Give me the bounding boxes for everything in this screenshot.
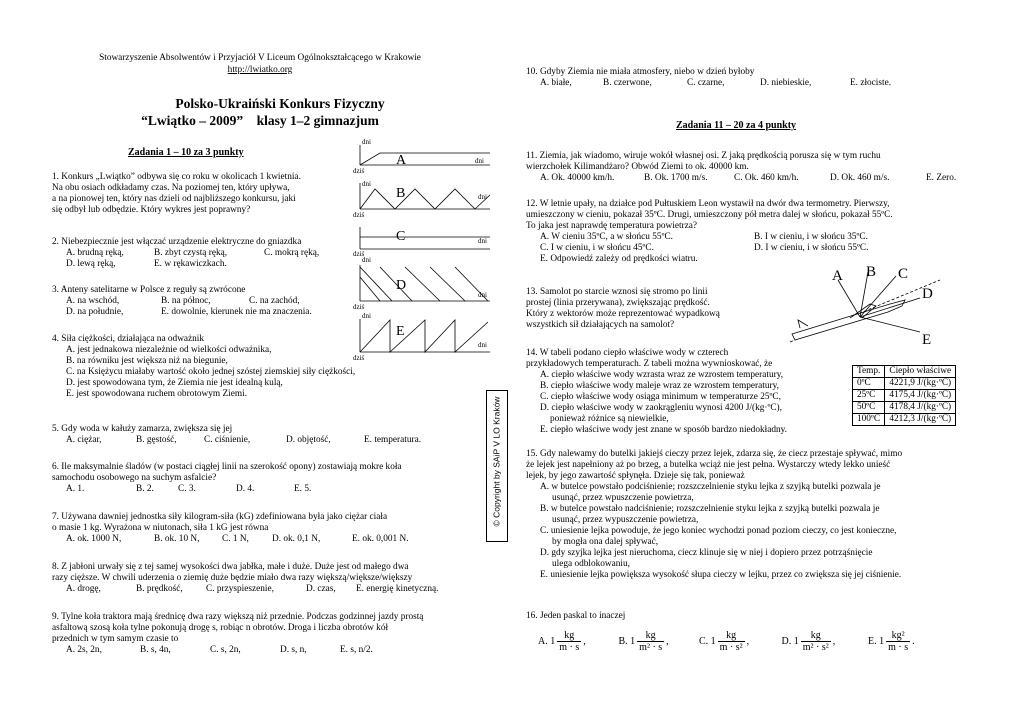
answer-a[interactable]: A. ok. 1000 N, [66, 534, 122, 544]
question-text: a na pionowej ten, który nas dzieli od najbliższego konkursu, jaki [52, 194, 296, 204]
graph-a-label: A [396, 153, 407, 168]
option-label: C. 1 [699, 635, 716, 647]
answer-c[interactable]: C. przyspieszenie, [206, 584, 274, 594]
fraction-numerator: kg [637, 630, 664, 642]
website-link[interactable]: http://lwiatko.org [227, 65, 293, 75]
answer-d[interactable]: D. jest spowodowana tym, że Ziemia nie jest idealną kulą, [66, 378, 283, 388]
answer-e[interactable]: E. Zero. [926, 173, 957, 183]
vector-a [838, 280, 860, 317]
table-cell: 4212,3 J/(kg·ºC) [885, 414, 956, 426]
contest-subtitle: “Lwiątko – 2009” klasy 1–2 gimnazjum [141, 113, 379, 128]
table-cell: 0ºC [853, 378, 885, 390]
answer-a[interactable]: A. W cieniu 35ºC, a w słońcu 55ºC. [540, 232, 673, 242]
vector-b-label: B [866, 264, 877, 280]
question-text: To jaka jest naprawdę temperatura powietrza? [526, 221, 697, 231]
question-text: przednich w tym samym czasie to [52, 634, 179, 644]
answer-e[interactable]: E. 5. [294, 484, 312, 494]
question-text: razy cięższe. W chwili uderzenia o ziemię duże będzie miało dwa razy większą/większe/większy [52, 573, 413, 583]
graph-x-label: dni [478, 291, 487, 299]
answer-d-cont: ulega odblokowaniu, [552, 559, 630, 569]
vector-c-label: C [898, 266, 909, 282]
question-1 [52, 172, 301, 216]
graph-today-label: dziś [353, 303, 365, 311]
answer-c[interactable]: C. na zachód, [249, 296, 300, 306]
vector-d [860, 298, 920, 317]
option-label: B. 1 [618, 635, 636, 647]
answer-b[interactable]: B. s, 4n, [140, 645, 171, 655]
table-header-row [853, 366, 956, 378]
answer-a[interactable]: A. brudną ręką, [66, 248, 124, 258]
answer-b[interactable]: B. ciepło właściwe wody maleje wraz ze wzrostem temperatury, [540, 381, 779, 391]
graph-x-label: dni [478, 193, 487, 201]
question-13 [526, 287, 720, 331]
question-text: 15. Gdy nalewamy do butelki jakiejś cieczy przez lejek, zdarza się, że ciecz przestaje spływać, mimo [526, 449, 903, 459]
table-cell: 100ºC [853, 414, 885, 426]
question-10 [526, 67, 891, 89]
answer-d[interactable]: D. I w cieniu, i w słońcu 55ºC. [754, 243, 869, 253]
question-text: 14. W tabeli podano ciepło właściwe wody w czterech [526, 348, 729, 358]
table-cell: 4221,9 J/(kg·ºC) [885, 378, 956, 390]
question-8 [52, 562, 438, 595]
fraction-denominator: m · s [888, 642, 909, 653]
answer-d[interactable]: D. s, n, [280, 645, 307, 655]
airplane-tail [798, 320, 808, 328]
table-cell: 4175,4 J/(kg·ºC) [885, 390, 956, 402]
answer-d[interactable]: D. niebieskie, [760, 78, 812, 88]
option-label: E. 1 [868, 635, 885, 647]
answer-a[interactable]: A. 1 $\frac{kg}{m \cdot s}$ , [538, 630, 586, 653]
question-text: wierzchołek Kilimandżaro? Obwód Ziemi to ok. 40000 km. [526, 162, 749, 172]
answer-d[interactable]: D. objętość, [286, 435, 331, 445]
graph-y-label: dni [362, 138, 371, 146]
answer-c[interactable]: C. I w cieniu, i w słońcu 45ºC. [540, 243, 654, 253]
question-text: 6. Ile maksymalnie śladów (w postaci ciągłej linii na szerokość opony) zostawiają mokre koła [52, 462, 402, 472]
answer-b[interactable]: B. zbyt czystą ręką, [154, 248, 228, 258]
org-name: Stowarzyszenie Absolwentów i Przyjaciół V Liceum Ogólnokształcącego w Krakowie [99, 53, 421, 63]
graph-x-label: dni [478, 341, 487, 349]
copyright-text: © Copyright by SAiP V LO Kraków [491, 396, 502, 527]
graph-y-label: dni [362, 312, 371, 320]
answer-a[interactable]: A. białe, [540, 78, 572, 88]
graph-c-label: C [396, 229, 406, 244]
question-text: 7. Używana dawniej jednostka siły kilogram-siła (kG) zdefiniowana była jako ciężar ciała [52, 512, 388, 522]
answer-c[interactable]: C. Ok. 460 km/h. [734, 173, 799, 183]
vector-e-label: E [922, 332, 932, 347]
copyright-box [486, 390, 508, 542]
answer-d[interactable]: D. 4. [236, 484, 255, 494]
answer-b[interactable]: B. 1 $\frac{kg}{\text{m² · s}}$ , [618, 630, 669, 653]
answer-e[interactable]: E. energię kinetyczną. [356, 584, 439, 594]
answer-d[interactable]: D. ok. 0,1 N, [272, 534, 321, 544]
fraction-denominator: m² · s [639, 642, 663, 653]
graph-today-label: dziś [353, 211, 365, 219]
answer-c[interactable]: C. s, 2n, [210, 645, 241, 655]
table-cell: 50ºC [853, 402, 885, 414]
answer-b[interactable]: B. na równiku jest większa niż na biegunie, [66, 356, 228, 366]
question-text: 4. Siła ciężkości, działająca na odważnik [52, 334, 205, 344]
section-heading-1: Zadania 1 – 10 za 3 punkty [128, 147, 244, 158]
answer-a[interactable]: A. jest jednakowa niezależnie od wielkości odważnika, [66, 345, 272, 355]
fraction-denominator: m · s [559, 642, 580, 653]
graph-b-label: B [396, 186, 406, 201]
answer-b[interactable]: B. gęstość, [136, 435, 177, 445]
table-row [853, 390, 956, 402]
question-text: 9. Tylne koła traktora mają średnicę dwa razy większą niż przednie. Podczas godzinnej jazdy prostą [52, 612, 424, 622]
table-cell: 25ºC [853, 390, 885, 402]
airplane-body [792, 300, 905, 340]
question-5 [52, 424, 421, 446]
option-label: D. 1 [781, 635, 799, 647]
question-2 [52, 237, 319, 270]
answer-b[interactable]: B. czerwone, [603, 78, 652, 88]
fraction-denominator: m · s² [719, 642, 743, 653]
answer-d[interactable]: D. lewą ręką, [66, 259, 116, 269]
section-heading-2: Zadania 11 – 20 za 4 punkty [676, 120, 797, 131]
answer-b[interactable]: B. I w cieniu, i w słońcu 35ºC. [754, 232, 868, 242]
question-7 [52, 512, 409, 545]
question-9 [52, 612, 423, 656]
answer-d[interactable]: D. ciepło właściwe wody w zaokrągleniu wynosi 4200 J/(kg·ºC), [540, 403, 782, 413]
question-12 [526, 199, 893, 265]
answer-e[interactable]: E. 1 $\frac{\text{kg²}}{m \cdot s}$ . [868, 630, 915, 653]
question-text: prostej (linia przerywana), zwiększając prędkość. [526, 298, 710, 308]
question-text: 2. Niebezpiecznie jest włączać urządzenie elektryczne do gniazdka [52, 237, 302, 247]
question-text: się odbył lub odbędzie. Który wykres jest poprawny? [52, 205, 251, 215]
table-row [853, 378, 956, 390]
graph-x-label: dni [475, 157, 484, 165]
table-row [853, 414, 956, 426]
answer-c[interactable]: C. 1 $\frac{kg}{\text{m · s²}}$ , [699, 630, 750, 653]
graphs-figure [350, 137, 495, 362]
graph-b-curve [360, 189, 490, 209]
question-text: 3. Anteny satelitarne w Polsce z reguły są zwrócone [52, 285, 246, 295]
answer-c[interactable]: C. uniesienie lejka powoduje, że jego koniec wychodzi ponad poziom cieczy, co jest konieczne, [540, 526, 897, 536]
question-text: o masie 1 kg. Wyrażona w niutonach, siła 1 kG jest równa [52, 523, 269, 533]
answer-a[interactable]: A. ciepło właściwe wody wzrasta wraz ze wzrostem temperatury, [540, 370, 784, 380]
answer-b[interactable]: B. Ok. 1700 m/s. [644, 173, 708, 183]
question-3 [52, 285, 312, 318]
answer-e[interactable]: E. Odpowiedź zależy od prędkości wiatru. [540, 254, 698, 264]
answer-a[interactable]: A. ciężar, [66, 435, 102, 445]
answer-a[interactable]: A. drogę, [66, 584, 101, 594]
answer-d-cont: ponieważ różnice są niewielkie, [550, 414, 669, 424]
answer-e[interactable]: E. dowolnie, kierunek nie ma znaczenia. [161, 307, 312, 317]
question-text: samochodu osobowego na suchym asfalcie? [52, 473, 217, 483]
answer-c-cont: by mogła ona dalej spływać, [552, 537, 659, 547]
graph-y-label: dni [362, 180, 371, 188]
answer-e[interactable]: E. s, n/2. [340, 645, 373, 655]
graph-d-curve [360, 267, 488, 301]
answer-c[interactable]: C. 3. [178, 484, 196, 494]
fraction-numerator: kg² [886, 630, 910, 642]
fraction-numerator: kg [801, 630, 831, 642]
answer-e[interactable]: E. temperatura. [364, 435, 422, 445]
answer-c[interactable]: C. ciśnienie, [204, 435, 251, 445]
question-text: 8. Z jabłoni urwały się z tej samej wysokości dwa jabłka, małe i duże. Duże jest od małego dwa [52, 562, 409, 572]
fraction-numerator: kg [557, 630, 581, 642]
graph-d-label: D [396, 278, 407, 293]
answer-c[interactable]: C. czarne, [687, 78, 725, 88]
question-11 [526, 151, 956, 184]
fraction-numerator: kg [718, 630, 745, 642]
question-text: Który z wektorów może reprezentować wypadkową [526, 309, 720, 319]
answer-c[interactable]: C. ciepło właściwe wody osiąga minimum w temperaturze 25ºC, [540, 392, 781, 402]
vector-a-label: A [832, 268, 843, 284]
answer-d[interactable]: D. czas, [306, 584, 336, 594]
answer-e[interactable]: E. złociste. [850, 78, 892, 88]
answer-e[interactable]: E. jest spowodowana ruchem obrotowym Ziemi. [66, 389, 247, 399]
answer-b[interactable]: B. w butelce powstało nadciśnienie; rozszczelnienie styku lejka z szyjką butelki pozwala je [540, 504, 880, 514]
graph-y-label: dni [362, 256, 371, 264]
answer-e[interactable]: E. ok. 0,001 N. [352, 534, 409, 544]
table-header: Ciepło właściwe [885, 366, 956, 378]
answer-b[interactable]: B. na północ, [161, 296, 211, 306]
contest-title: Polsko-Ukraiński Konkurs Fizyczny [175, 96, 385, 111]
answer-c[interactable]: C. 1 N, [222, 534, 249, 544]
graph-today-label: dziś [353, 250, 365, 258]
specific-heat-table [852, 365, 956, 426]
graph-e-label: E [396, 324, 405, 339]
question-text: 10. Gdyby Ziemia nie miała atmosfery, niebo w dzień byłoby [526, 67, 755, 77]
question-14 [526, 348, 787, 436]
answer-c[interactable]: C. mokrą ręką, [264, 248, 320, 258]
answer-d[interactable]: D. gdy szyjka lejka jest nieruchoma, ciecz klinuje się w niej i dopiero przez potrząśnięcie [540, 548, 873, 558]
fraction-denominator: m² · s² [802, 642, 829, 653]
answer-a[interactable]: A. w butelce powstało podciśnienie; rozszczelnienie styku lejka z szyjką butelki pozwala je [540, 482, 881, 492]
option-label: A. 1 [538, 635, 556, 647]
answer-a[interactable]: A. na wschód, [66, 296, 120, 306]
graph-e-curve [360, 320, 488, 352]
question-text: wszystkich sił działających na samolot? [526, 320, 675, 330]
answer-b-cont: usunąć, przez wypuszczenie powietrza, [552, 515, 699, 525]
answer-a-cont: usunąć, przez wpuszczenie powietrza, [552, 493, 694, 503]
answer-e[interactable]: E. ciepło właściwe wody jest znane w sposób bardzo niedokładny. [540, 425, 787, 435]
question-text: asfaltową szosą koła tylne pokonują drogę s, robiąc n obrotów. Droga i liczba obrotów kół [52, 623, 389, 633]
table-cell: 4178,4 J/(kg·ºC) [885, 402, 956, 414]
question-text: 1. Konkurs „Lwiątko” odbywa się co roku w okolicach 1 kwietnia. [52, 172, 301, 182]
question-4 [52, 334, 355, 400]
question-text: przykładowych temperaturach. Z tabeli można wywnioskować, że [526, 359, 773, 369]
answer-d[interactable]: D. na południe, [66, 307, 124, 317]
answer-a[interactable]: A. 2s, 2n, [66, 645, 102, 655]
question-text: 13. Samolot po starcie wznosi się stromo po linii [526, 287, 708, 297]
answer-e[interactable]: E. w rękawiczkach. [154, 259, 227, 269]
answer-a[interactable]: A. 1. [66, 484, 85, 494]
vector-d-label: D [922, 286, 933, 302]
answer-d[interactable]: D. 1 $\frac{kg}{\text{m² · s²}}$ , [781, 630, 836, 653]
question-text: 5. Gdy woda w kałuży zamarza, zwiększa się jej [52, 424, 233, 434]
answer-e[interactable]: E. uniesienie lejka powiększa wysokość słupa cieczy w lejku, przez co zwiększa się jej ciśnienie. [540, 570, 902, 580]
question-16-text: 16. Jeden paskal to inaczej [526, 611, 626, 621]
question-text: 12. W letnie upały, na działce pod Pułtuskiem Leon wystawił na dwór dwa termometry. Pierwszy, [526, 199, 890, 209]
question-text: umieszczony w cieniu, pokazał 35ºC. Drugi, umieszczony pół metra dalej w słońcu, pokazał 55ºC. [526, 210, 893, 220]
answer-d[interactable]: D. Ok. 460 m/s. [830, 173, 890, 183]
answer-b[interactable]: B. 2. [136, 484, 154, 494]
table-header: Temp. [853, 366, 885, 378]
answer-c[interactable]: C. na Księżycu miałaby wartość około jednej szóstej ziemskiej siły ciężkości, [66, 367, 356, 377]
question-text: lejek, by jego zawartość spłynęła. Dzieje się tak, ponieważ [526, 471, 745, 481]
graph-a-curve [360, 153, 490, 165]
airplane-vectors-figure [780, 262, 950, 347]
vector-e [860, 317, 920, 332]
answer-b[interactable]: B. prędkość, [136, 584, 183, 594]
answer-a[interactable]: A. Ok. 40000 km/h. [540, 173, 615, 183]
question-6 [52, 462, 402, 495]
question-15 [526, 449, 902, 581]
graph-today-label: dziś [353, 354, 365, 362]
question-text: 11. Ziemia, jak wiadomo, wiruje wokół własnej osi. Z jaką prędkością porusza się w tym ruchu [526, 151, 881, 161]
answer-b[interactable]: B. ok. 10 N, [154, 534, 200, 544]
question-text: że lejek jest napełniony aż po brzeg, a butelka wciąż nie jest pełna. Wystarczy wtedy lekko unieść [526, 460, 891, 470]
graph-today-label: dziś [353, 167, 365, 175]
question-text: Na obu osiach odkładamy czas. Na poziomej ten, który upływa, [52, 183, 290, 193]
table-row [853, 402, 956, 414]
question-16-options [538, 630, 946, 653]
graph-x-label: dni [478, 237, 487, 245]
